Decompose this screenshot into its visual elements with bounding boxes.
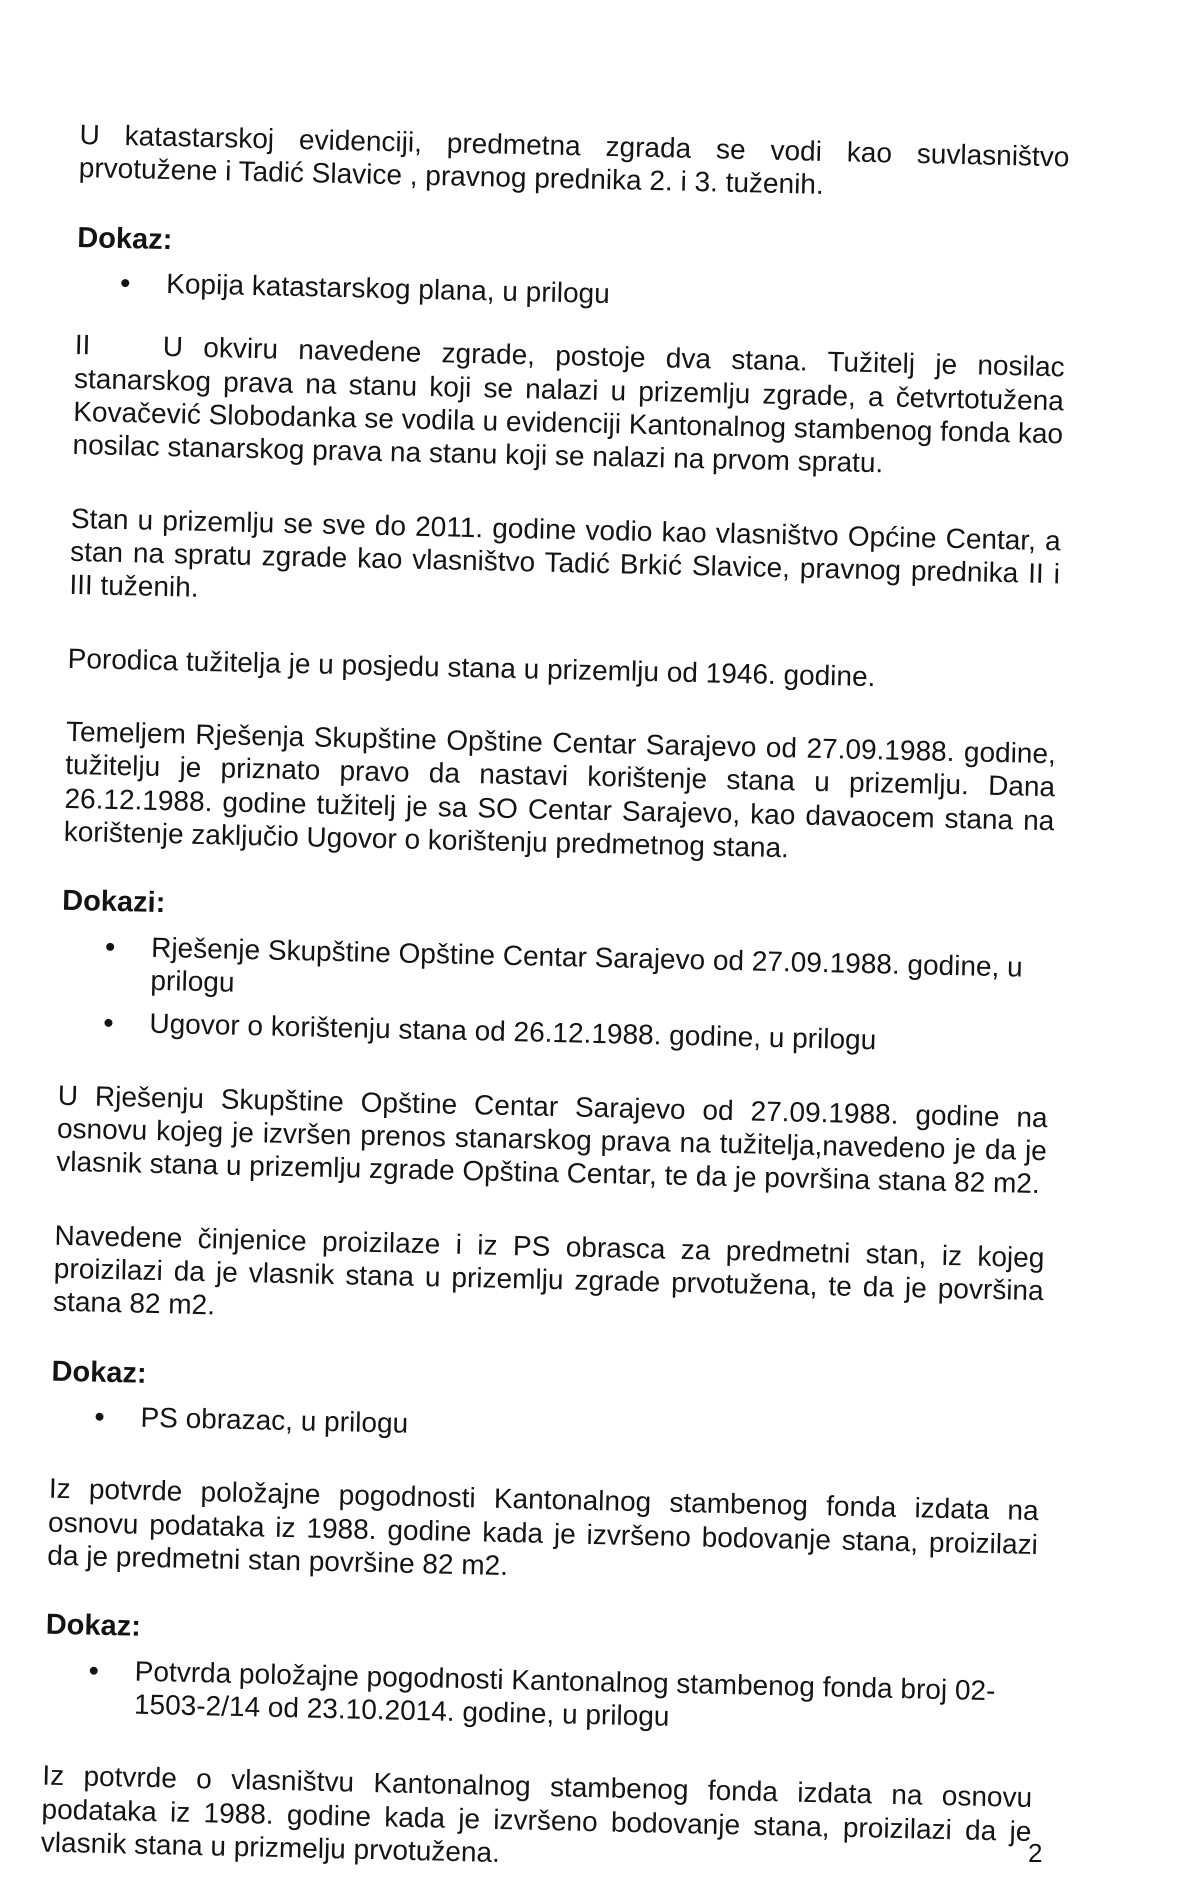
evidence-item: Rješenje Skupštine Opštine Centar Sarajevo od 27.09.1988. godine, u prilogu [60,928,1051,1017]
paragraph-ownership-certificate: Iz potvrde o vlasništvu Kantonalnog stambenog fonda izdata na osnovu podataka iz 1988. godine kada je izvršeno bodovanje stana, proizilazi da je vlasnik stana u prizmelju prvotužena. [40,1759,1033,1868]
paragraph-decision-contract: Temeljem Rješenja Skupštine Opštine Centar Sarajevo od 27.09.1988. godine, tužitelju je priznato pravo da nastavi korištenje stana u prizemlju. Dana 26.12.1988. godine tužitelj je sa SO Centar Sarajevo, kao davaocem stana na korištenje zaključio Ugovor o korištenju predmetnog stana. [63,715,1057,864]
paragraph-two-apartments [72,328,1065,484]
evidence-heading: Dokazi: [61,884,166,920]
paragraph-ownership-history: Stan u prizemlju se sve do 2011. godine vodio kao vlasništvo Općine Centar, a stan na spratu zgrade kao vlasništvo Tadić Brkić Slavice, pravnog prednika II i III tuženih. [69,502,1062,604]
paragraph-ps-form: Navedene činjenice proizilaze i iz PS obrasca za predmetni stan, iz kojeg proizilazi da je vlasnik stana u prizemlju zgrade prvotužena, te da je površina stana 82 m2. [52,1219,1045,1321]
evidence-heading: Dokaz: [51,1355,147,1390]
page-number: 2 [1028,1838,1043,1868]
document-body [40,118,1069,1881]
paragraph-text: U okviru navedene zgrade, postoje dva stana. Tužitelj je nosilac stanarskog prava na stanu koji se nalazi u prizemlju zgrade, a četvrtotužena Kovačević Slobodanka se vodila u evidenciji Kantonalnog stambenog fonda kao nosilac stanarskog prava na stanu koji se nalazi na prvom spratu. [72,331,1065,479]
evidence-list [44,1652,1035,1741]
section-number: II [74,329,91,361]
evidence-item: Potvrda položajne pogodnosti Kantonalnog stambenog fonda broj 02-1503-2/14 od 23.10.2014. godine, u prilogu [44,1652,1035,1741]
paragraph-cadastral-record: U katastarskoj evidenciji, predmetna zgrada se vodi kao suvlasništvo prvotužene i Tadić Slavice , pravnog prednika 2. i 3. tuženih. [78,118,1070,201]
paragraph-possession: Porodica tužitelja je u posjedu stana u prizemlju od 1946. godine. [67,642,876,692]
paragraph-decision-details: U Rješenju Skupštine Opštine Centar Sarajevo od 27.09.1988. godine na osnovu kojeg je izvršen prenos stanarskog prava na tužitelja,navedeno je da je vlasnik stana u prizemlju zgrade Opština Centar, te da je površina stana 82 m2. [55,1079,1048,1200]
evidence-item: Ugovor o korištenju stana od 26.12.1988. godine, u prilogu [59,1005,1050,1061]
evidence-item: Kopija katastarskog plana, u prilogu [76,265,1067,321]
evidence-list [59,928,1051,1060]
paragraph-location-certificate: Iz potvrde položajne pogodnosti Kantonalnog stambenog fonda izdata na osnovu podataka iz 1988. godine kada je izvršeno bodovanje stana, proizilazi da je predmetni stan površine 82 m2. [47,1472,1039,1582]
evidence-heading: Dokaz: [76,221,173,256]
evidence-item: PS obrazac, u prilogu [50,1399,1041,1455]
evidence-heading: Dokaz: [45,1608,142,1644]
